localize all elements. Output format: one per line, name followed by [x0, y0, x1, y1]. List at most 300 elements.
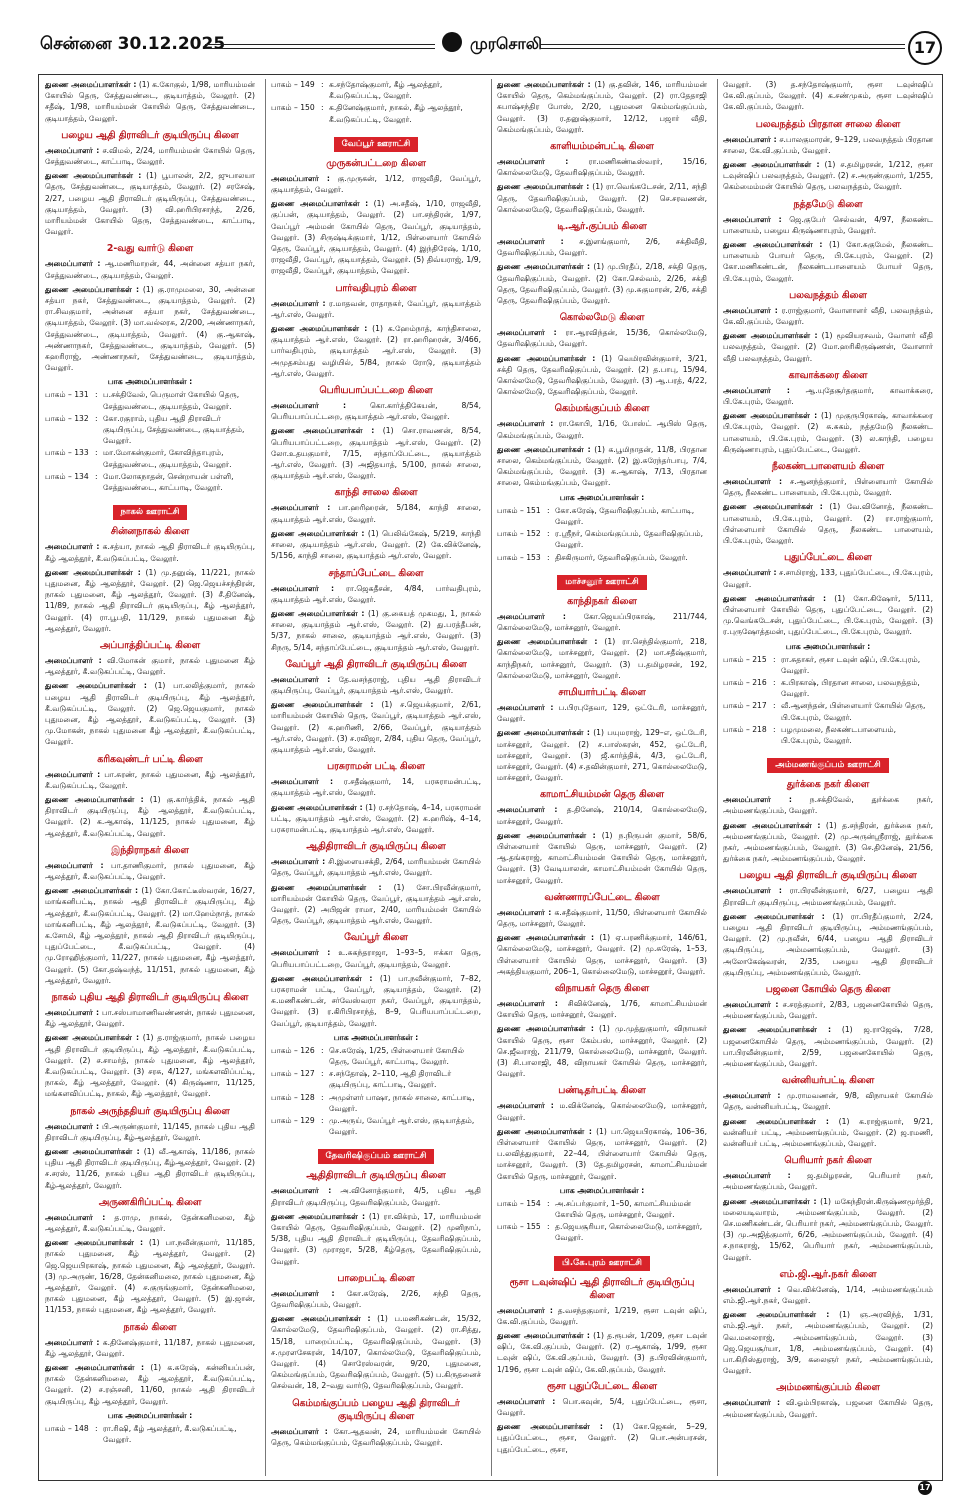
- role-label: அமைப்பாளர் :: [497, 998, 558, 1008]
- role-label: அமைப்பாளர் :: [45, 1121, 100, 1131]
- booth-person: மு.அருய், வேப்பூர் ஆர்.எஸ், குடியாத்தம், வேலூர்.: [329, 1116, 475, 1137]
- member-paragraph: அமைப்பாளர் : ர.மாதவன், ராதாநகர், வேப்பூர், குடியாத்தம் ஆர்.எஸ், வேலூர்.: [271, 298, 481, 319]
- branch-heading: முருகன்பட்டறை கிளை: [326, 157, 426, 169]
- role-label: அமைப்பாளர் :: [45, 1337, 100, 1347]
- role-label: அமைப்பாளர் :: [497, 328, 557, 338]
- branch-heading: நாகல் புதிய ஆதி திராவிடர் குடியிருப்பு கிளை: [51, 992, 249, 1003]
- booth-number: பாகம் – 149: [271, 80, 315, 89]
- section-subheading: பாக அமைப்பாளர்கள் :: [333, 1032, 419, 1042]
- member-paragraph: அமைப்பாளர் : க.தினேஷ்குமார், 11/187, நாகல் புதுமனை, கீழ் ஆலத்தூர், வேலூர்.: [45, 1337, 255, 1358]
- role-label: துணை அமைப்பாளர்கள் :: [45, 171, 142, 181]
- branch-heading: பலவநத்தம் கிளை: [789, 289, 867, 301]
- member-paragraph: துணை அமைப்பாளர்கள் : (1) ஏ.பரணிக்குமார், 146/61, கொல்லைமேடு, மாச்சனூர், வேலூர். (2) மு.சுரேஷ், 1–53, பிள்ளையார் கோயில் தெரு, மாச்சனூர், வேலூர். (3) அகத்தியகுமார், 206–1, கொல்லைமேடு, மாச்சனூர், வேலூர்.: [497, 933, 708, 976]
- booth-colon: :: [321, 80, 324, 89]
- role-label: துணை அமைப்பாளர்கள் :: [723, 820, 821, 830]
- branch-heading: புதுப்பேட்டை கிளை: [784, 552, 872, 564]
- role-label: துணை அமைப்பாளர்கள் :: [271, 1211, 366, 1221]
- member-paragraph: அமைப்பாளர் : ரா.ஆரவிந்தன், 15/36, கொல்லமேடு, தேவரிஷிகுப்பம், வேலூர்.: [497, 328, 707, 349]
- section-subheading: பாக அமைப்பாளர்கள் :: [785, 641, 871, 651]
- booth-entry: [45, 1423, 255, 1445]
- booth-person: வீ.ஆனந்தன், பிள்ளையார் கோயில் தெரு, பி.கே.புரம், வேலூர்.: [781, 701, 926, 722]
- role-label: துணை அமைப்பாளர்கள் :: [271, 426, 375, 436]
- member-paragraph: துணை அமைப்பாளர்கள் : (1) பா.நவீன்குமார், 11/185, நாகல் புதுமனை, கீழ் ஆலத்தூர், வேலூர். (2) ஜெ.ஜெயபிரகாஷ், நாகல் புதுமனை, கீழ் ஆலத்தூர், வேலூர். (3) மு.அருண், 16/28, தேன்கனிமலை, நாகல் புதுமனை, கீழ் ஆலத்தூர், வேலூர். (4) ச.குருங்குமார், தேன்கனிமலை, நாகல் புதுமனை, கீழ் ஆலத்தூர், வேலூர். (5) இ.ஜான், 11/153, நாகல் புதுமனை, கீழ் ஆலத்தூர், வேலூர்.: [45, 1238, 255, 1315]
- role-label: அமைப்பாளர் :: [723, 134, 777, 144]
- panchayat-banner-label: தேவரிஷிகுப்பம் ஊராட்சி: [318, 1149, 435, 1164]
- role-label: துணை அமைப்பாளர்கள் :: [271, 1314, 371, 1324]
- branch-heading: ஆதிதிராவிடர் குடியிருப்பு கிளை: [306, 841, 446, 853]
- role-label: துணை அமைப்பாளர்கள் :: [497, 1024, 594, 1034]
- booth-number: பாகம் – 218: [723, 724, 767, 734]
- branch-heading: கெம்மங்குப்பம் கிளை: [554, 403, 650, 415]
- branch-heading: பலவநத்தம் பிரதான சாலை கிளை: [755, 118, 901, 130]
- role-label: துணை அமைப்பாளர்கள் :: [723, 1196, 817, 1206]
- booth-number: பாகம் – 131: [45, 390, 89, 400]
- branch-heading: அருணகிரிப்பட்டி கிளை: [98, 1196, 202, 1208]
- member-paragraph: துணை அமைப்பாளர்கள் : (1) பா.ஜெயபிரகாஷ், 106–36, பிள்ளையார் கோயில் தெரு, மாச்சனூர், வேலூர். (2) ப.லவித்துகுமார், 22–44, பிள்ளையார் கோயில் தெரு, மாச்சனூர், வேலூர். (3) தே.தமிழரசன், காமாட்சியம்மன் கோயில் தெரு, மாச்சனூர், வேலூர்.: [497, 1126, 707, 1181]
- role-label: துணை அமைப்பாளர்கள் :: [271, 199, 369, 209]
- role-label: அமைப்பாளர் :: [45, 145, 100, 155]
- role-label: துணை அமைப்பாளர்கள் :: [45, 681, 147, 691]
- branch-heading: கரிகவுண்டர் பட்டி கிளை: [97, 753, 203, 765]
- role-label: துணை அமைப்பாளர்கள் :: [723, 911, 825, 921]
- branch-heading: நாகல் கிளை: [123, 1321, 177, 1333]
- member-paragraph: துணை அமைப்பாளர்கள் : (1) வீ.ஆகாஷ், 11/186, நாகல் புதிய ஆதி திராவிடர் குடியிருப்பு, கீழ்ஆலத்தூர், வேலூர். (2) ச.சரஸ், 11/26, நாகல் புதிய ஆதி திராவிடர் குடியிருப்பு, கீழ்ஆலத்தூர், வேலூர்.: [45, 1147, 255, 1190]
- column-1: [41, 79, 259, 1476]
- booth-number: பாகம் – 129: [271, 1116, 315, 1126]
- panchayat-banner-label: மாச்சனூர் ஊராட்சி: [557, 575, 647, 590]
- branch-heading: ரூசா டவுன்ஷிப் ஆதி திராவிடர் குடியிருப்பு கிளை: [509, 1276, 695, 1301]
- role-label: துணை அமைப்பாளர்கள் :: [271, 802, 363, 812]
- role-label: துணை அமைப்பாளர்கள் :: [723, 411, 818, 421]
- booth-number: பாகம் – 155: [497, 1222, 541, 1232]
- paper-name: முரசொலி: [470, 34, 542, 53]
- booth-number: பாகம் – 126: [271, 1045, 315, 1055]
- branch-heading: 2-வது வார்டு கிளை: [106, 243, 194, 255]
- booth-entry: [271, 1115, 481, 1137]
- branch-heading: காவாக்கரை கிளை: [788, 369, 868, 381]
- booth-person: ரா.சுதாகர், ரூசா டவுன் ஷிப், பி.கே.புரம், வேலூர்.: [781, 654, 921, 675]
- role-label: துணை அமைப்பாளர்கள் :: [45, 1363, 145, 1373]
- member-paragraph: துணை அமைப்பாளர்கள் : (1) ந.நிருபன் குமார், 58/6, பிள்ளையார் கோயில் தெரு, மாச்சனூர், வேலூர். (2) ஆ.தங்கராஜ், காமாட்சியம்மன் கோயில் தெரு, மாச்சனூர், வேலூர். (3) வேடியாலன், காமாட்சியம்மன் கோயில் தெரு, மாச்சனூர், வேலூர்.: [497, 830, 707, 885]
- booth-entry: [271, 102, 481, 124]
- member-paragraph: அமைப்பாளர் : மு.ராமவணன், 9/8, விநாயகர் கோயில் தெரு, வன்னியர்பட்டி, வேலூர்.: [723, 1091, 933, 1112]
- panchayat-banner-label: வேப்பூர் ஊராட்சி: [334, 137, 419, 152]
- member-paragraph: அமைப்பாளர் : பா.தாணிகுமார், நாகல் புதுமனை, கீழ் ஆலத்தூர், கீ.வடுகப்பட்டி, வேலூர்.: [45, 860, 255, 881]
- member-paragraph: அமைப்பாளர் : சி.இளையசக்தி, 2/64, மாரியம்மன் கோயில் தெரு, வேப்பூர், குடியாத்தம் ஆர்.எஸ், வேலூர்.: [271, 857, 481, 878]
- booth-number: பாகம் – 153: [497, 552, 541, 562]
- member-paragraph: அமைப்பாளர் : ச.பாலகுமாரன், 9–129, பலவநத்தம் பிரதான சாலை, கே.வி.குப்பம், வேலூர்.: [723, 134, 933, 155]
- branch-heading: பார்வதிபுரம் கிளை: [335, 282, 417, 294]
- member-paragraph: அமைப்பாளர் : ப.பிரபுதேவா, 129, ஒட்டேரி, மாச்சனூர், வேலூர்.: [497, 702, 707, 724]
- member-paragraph: அமைப்பாளர் : த.ராமு, நாகல், தேன்கனிமலை, கீழ் ஆலத்தூர், கீ.வடுகப்பட்டி, வேலூர்.: [45, 1212, 255, 1234]
- booth-person: மா.மோகன்குமார், கோவிந்தாபுரம், சேத்துவண்டை, குடியாத்தம், வேலூர்.: [103, 448, 232, 469]
- booth-number: பாகம் – 152: [497, 529, 541, 539]
- booth-colon: :: [95, 390, 98, 400]
- role-label: துணை அமைப்பாளர்கள் :: [45, 80, 137, 89]
- role-label: அமைப்பாளர் :: [271, 583, 335, 593]
- member-paragraph: துணை அமைப்பாளர்கள் : (1) முகுருபிரகாஷ், காவாக்கரை பி.கே.புரம், வேலூர். (2) சு.சுகம், நத்தமேடு நீலகண்ட பாளையம், பி.கே.புரம், வேலூர். (3) ல.காந்தி, பழைய கிருஷ்ணாபுரம், புதுப்பேட்டை, வேலூர்.: [723, 411, 933, 454]
- booth-number: பாகம் – 127: [271, 1069, 315, 1079]
- branch-heading: சின்னநாகல் கிளை: [110, 526, 190, 538]
- booth-entry: [497, 552, 707, 563]
- section-subheading: பாக அமைப்பாளர்கள் :: [559, 492, 645, 502]
- column-divider: [491, 79, 492, 1476]
- booth-entry: [723, 654, 933, 676]
- member-paragraph: துணை அமைப்பாளர்கள் : (1) மூவியரசவம், வோளர் வீதி பலவநத்தம், வேலூர். (2) மோ.ஹரிகிருஷ்ணன், வோளார் வீதி பலவநத்தம், வேலூர்.: [723, 331, 934, 363]
- role-label: துணை அமைப்பாளர்கள் :: [497, 1126, 592, 1136]
- member-paragraph: அமைப்பாளர் : ரா.ஜெகதீசன், 4/84, பார்வதிபுரம், குடியாத்தம் ஆர்.எஸ், வேலூர்.: [271, 583, 481, 604]
- booth-colon: :: [95, 1423, 98, 1433]
- role-label: துணை அமைப்பாளர்கள் :: [45, 1033, 139, 1043]
- role-label: துணை அமைப்பாளர்கள் :: [497, 444, 591, 454]
- booth-entry: [723, 700, 933, 722]
- branch-heading: வண்ணாரப்பேட்டை கிளை: [544, 891, 660, 903]
- member-paragraph: அமைப்பாளர் : பொ.கவுன், 5/4, புதுப்பேட்டை, ரூசா, வேலூர்.: [497, 1396, 707, 1418]
- member-paragraph: அமைப்பாளர் : ந.சக்திவேல், துர்க்கை நகர், அம்மணங்குப்பம், வேலூர்.: [723, 795, 933, 816]
- column-divider: [717, 79, 718, 1476]
- booth-person: ப.சக்திவேல், பெருமாள் கோயில் தெரு, சேத்துவண்டை, குடியாத்தம், வேலூர்.: [103, 390, 240, 411]
- member-paragraph: துணை அமைப்பாளர்கள் : (1) பயுமராஜ், 129–எ, ஒட்டேரி, மாச்சனூர், வேலூர். (2) ச.பாஸ்கரன், 452, ஒட்டேரி, மாச்சனூர், வேலூர். (3) ஜீ.கார்த்திக், 4/3, ஒட்டேரி, மாச்சனூர், வேலூர். (4) ச.தவின்குமார், 271, கொல்லைமேடு, மாச்சனூர், வேலூர்.: [497, 728, 707, 783]
- member-paragraph: துணை அமைப்பாளர்கள் : (1) கு.தவின், 146, மாரியம்மன் கோயில் தெரு, கெம்மங்குப்பம், வேலூர். (2) ரா.தேதாஜி சுபாஷ்சந்திர போஸ், 2/20, புதுமனை கெம்மங்குப்பம், வேலூர். (3) ர.தனுஷ்குமார், 12/12, பஜார் வீதி, கெம்மங்குப்பம், வேலூர்.: [497, 80, 707, 134]
- role-label: அமைப்பாளர் :: [271, 777, 333, 787]
- role-label: துணை அமைப்பாளர்கள் :: [723, 331, 818, 341]
- role-label: துணை அமைப்பாளர்கள் :: [271, 608, 365, 618]
- member-paragraph: துணை அமைப்பாளர்கள் : (1) ர.சந்தோஷ், 4–14, பரசுராமன் பட்டி, குடியாத்தம் ஆர்.எஸ், வேலூர். (2) சு.ஹரிஷ், 4–14, பரசுராமன்பட்டி, குடியாத்தம் ஆர்.எஸ், வேலூர்.: [271, 802, 482, 834]
- member-paragraph: துணை அமைப்பாளர்கள் : (1) பெலிவ்கேஷ், 5/219, காந்தி சாலை, குடியாத்தம் ஆர்.எஸ், வேலூர். (2) கே.விக்னேஷ், 5/156, காந்தி சாலை, குடியாத்தம் ஆர்.எஸ், வேலூர்.: [271, 528, 482, 561]
- role-label: அமைப்பாளர் :: [497, 237, 564, 247]
- member-paragraph: துணை அமைப்பாளர்கள் : (1) ப.மணிகண்டன், 15/32, கொல்லமேடு, தேவரிஷிகுப்பம், வேலூர். (2) ரா.சித்து, 15/18, பாறைப்பட்டி, தேவரிஷிகுப்பம், வேலூர். (3) ச.முரளசேகரன், 14/107, கொல்லமேடு, தேவரிஷிகுப்பம், வேலூர். (4) சொரேஸ்வரன், 9/20, புதுமனை, கெம்மங்குப்பம், தேவரிஷிகுப்பம், வேலூர். (5) ப.கிருதனைச் செல்வன், 18, 2–வது வார்டு, தேவரிஷிகுப்பம், வேலூர்.: [271, 1314, 481, 1391]
- member-paragraph: துணை அமைப்பாளர்கள் : (1) கு.கார்த்திக், நாகல் ஆதி திராவிடர் குடியிருப்பு, கீழ் ஆலத்தூர், கீ.வடுகப்பட்டி, வேலூர். (2) க.ஆகாஷ், 11/125, நாகல் புதுமனை, கீழ் ஆலத்தூர், கீ.வடுகப்பட்டி, வேலூர்.: [45, 794, 255, 838]
- member-paragraph: துணை அமைப்பாளர்கள் : (1) ச.தமிழரசன், 1/212, ரூசா டவுன்ஷிப் பலவநத்தம், வேலூர். (2) ச.அருண்குமார், 1/255, கெம்மைம்மன் கோயில் தெரு, பலவநத்தம், வேலூர்.: [723, 160, 933, 192]
- booth-person: செ.சுரேஷ், 1/25, பிள்ளையார் கோயில் தெரு, வேப்பூர், காட்பாடி, வேலூர்.: [329, 1045, 464, 1066]
- panchayat-banner: [271, 1143, 481, 1164]
- branch-heading: காந்திநகர் கிளை: [567, 595, 637, 607]
- booth-person: கோ.ரகுராம், புதிய ஆதி திராவிடர் குடியிருப்பு, சேத்துவண்டை, குடியாத்தம், வேலூர்.: [103, 413, 245, 446]
- role-label: அமைப்பாளர் :: [45, 542, 100, 552]
- role-label: அமைப்பாளர் :: [723, 795, 792, 805]
- branch-heading: பழைய ஆதி திராவிடர் குடியிருப்பு கிளை: [739, 870, 917, 882]
- panchayat-banner: [45, 499, 255, 520]
- branch-heading: டி.ஆர்.குப்பம் கிளை: [557, 221, 647, 233]
- role-label: துணை அமைப்பாளர்கள் :: [497, 728, 590, 738]
- panchayat-banner-label: பி.கே.புரம் ஊராட்சி: [554, 1256, 650, 1271]
- member-paragraph: துணை அமைப்பாளர்கள் : (1) கு.ராமுமலை, 30, அன்னை சத்யா நகர், சேத்துவண்டை, குடியாத்தம், வேலூர். (2) ரா.சிவகுமார், அன்னை சத்யா நகர், சேத்துவண்டை, குடியாத்தம், வேலூர். (3) மா.வல்லரசு, 2/200, அண்ணாநகர், சேத்துவண்டை, குடியாத்தம், வேலூர். (4) கு.ஆகாஷ், அண்ணாநகர், சேத்துவண்டை, குடியாத்தம், வேலூர். (5) சுஹரிராஜ், அண்ணாநகர், சேத்துவண்டை, குடியாத்தம், வேலூர்.: [45, 284, 256, 373]
- branch-heading: பரசுராமன் பட்டி கிளை: [327, 761, 425, 773]
- role-label: அமைப்பாளர் :: [497, 419, 554, 429]
- member-paragraph: துணை அமைப்பாளர்கள் : (1) சொ.ராவணன், 8/54, பெரியபாப்பட்டறை, குடியாத்தம் ஆர்.எஸ், வேலூர். (2) லோ.உதயகுமார், 7/15, சந்தாப்பேட்டை, குடியாத்தம் ஆர்.எஸ், வேலூர். (3) அஜிதயாத், 5/100, நாகல் சாலை, குடியாத்தம் ஆர்.எஸ், வேலூர்.: [271, 426, 482, 481]
- member-paragraph: அமைப்பாளர் : ர.சதீஷ்குமார், 14, பரசுராமன்பட்டி, குடியாத்தம் ஆர்.எஸ், வேலூர்.: [271, 777, 481, 798]
- booth-colon: :: [773, 654, 776, 664]
- booth-colon: :: [547, 552, 550, 562]
- booth-entry: [497, 1221, 707, 1243]
- role-label: அமைப்பாளர் :: [45, 655, 102, 665]
- booth-entry: [723, 677, 933, 699]
- member-paragraph: அமைப்பாளர் : ம.விக்னேஷ், கொல்லைமேடு, மாச்சனூர், வேலூர்.: [497, 1101, 707, 1122]
- column-3: [493, 79, 711, 1476]
- section-subheading: பாக அமைப்பாளர்கள் :: [559, 1185, 645, 1195]
- role-label: அமைப்பாளர் :: [723, 1398, 781, 1408]
- booth-number: பாகம் – 215: [723, 654, 767, 664]
- member-paragraph: துணை அமைப்பாளர்கள் : (1) கோ.கோட்டீஸ்வரன், 16/27, மாங்கனிபட்டி, நாகல் ஆதி திராவிடர் குடியிருப்பு, கீழ் ஆலத்தூர், கீ.வடுகப்பட்டி, வேலூர். (2) மா.ஹேம்நாத், நாகல் மாங்கனிபட்டி, கீழ் ஆலத்தூர், கீ.வடுகப்பட்டி, வேலூர். (3) க.சோமி, கீழ் ஆலத்தூர், நாகல் ஆதி திராவிடர் குடியிருப்பு, புதுப்பேட்டை, கீ.வடுகப்பட்டி, வேலூர். (4) மு.ரோஹித்குமார், 11/227, நாகல் புதுமனை, கீழ் ஆலத்தூர், வேலூர். (5) கோ.தஷ்வந்த், 11/151, நாகல் புதுமனை, கீழ் ஆலத்தூர், வேலூர்.: [45, 886, 255, 985]
- role-label: அமைப்பாளர் :: [497, 157, 569, 167]
- member-paragraph: அமைப்பாளர் : வி.ஓம்பிரகாஷ், பஜனை கோயில் தெரு, அம்மணங்குப்பம், வேலூர்.: [723, 1398, 933, 1419]
- role-label: அமைப்பாளர் :: [497, 805, 558, 815]
- role-label: அமைப்பாளர் :: [45, 769, 101, 779]
- branch-heading: விநாயகர் தெரு கிளை: [554, 982, 650, 994]
- booth-colon: :: [321, 1116, 324, 1126]
- member-paragraph: துணை அமைப்பாளர்கள் : (1) க.கோகுல், 1/98, மாரியம்மன் கோயில் தெரு, சேத்துவண்டை, குடியாத்தம், வேலூர். (2) சதீஷ், 1/98, மாரியம்மன் கோயில் தெரு, சேத்துவண்டை, குடியாத்தம், வேலூர்.: [45, 80, 255, 123]
- booth-person: திசகிருமார், தேவரிஷிகுப்பம், வேலூர்.: [555, 552, 688, 562]
- booth-entry: [271, 79, 481, 101]
- role-label: துணை அமைப்பாளர்கள் :: [45, 794, 144, 804]
- role-label: துணை அமைப்பாளர்கள் :: [723, 502, 823, 512]
- role-label: அமைப்பாளர் :: [45, 1008, 100, 1017]
- role-label: அமைப்பாளர் :: [723, 1171, 791, 1181]
- branch-heading: எம்.ஜி.ஆர்.நகர் கிளை: [779, 1268, 877, 1280]
- branch-heading: துர்க்கை நகர் கிளை: [786, 779, 870, 791]
- booth-person: பழமுமலை, நீலகண்டபாளையம், பி.கே.புரம், வேலூர்.: [781, 724, 897, 745]
- role-label: துணை அமைப்பாளர்கள் :: [271, 324, 368, 334]
- booth-person: ச.சந்தோஷ், 2–110, ஆதி திராவிடர் குடியிருப்பு, காட்பாடி, வேலூர்.: [329, 1069, 452, 1090]
- member-paragraph: அமைப்பாளர் : கு.முருகன், 1/12, ராஜவீதி, வேப்பூர், குடியாத்தம், வேலூர்.: [271, 173, 481, 195]
- branch-heading: வேப்பூர் கிளை: [344, 932, 408, 944]
- role-label: துணை அமைப்பாளர்கள் :: [271, 973, 373, 983]
- member-paragraph: அமைப்பாளர் : ச.ஆனந்த்குமார், பிள்ளையார் கோயில் தெரு, நீலகண்ட பாளையம், பி.கே.புரம், வேலூர்.: [723, 477, 933, 498]
- booth-colon: :: [773, 677, 776, 687]
- role-label: துணை அமைப்பாளர்கள் :: [497, 1331, 590, 1341]
- role-label: அமைப்பாளர் :: [723, 385, 790, 395]
- booth-person: க.தினேஷ்குமார், நாகல், கீழ் ஆலத்தூர், கீ.வடுகப்பட்டி, வேலூர்.: [329, 103, 463, 124]
- member-paragraph: அமைப்பாளர் : கொ.கார்த்திகேயன், 8/54, பெரியபாப்பட்டறை, குடியாத்தம் ஆர்.எஸ், வேலூர்.: [271, 401, 481, 422]
- role-label: அமைப்பாளர் :: [45, 259, 101, 269]
- branch-heading: பாறைபட்டி கிளை: [337, 1272, 415, 1284]
- role-label: அமைப்பாளர் :: [45, 1212, 106, 1222]
- branch-heading: வேப்பூர் ஆதி திராவிடர் குடியிருப்பு கிளை: [285, 658, 467, 670]
- panchayat-banner: [271, 131, 481, 152]
- booth-number: பாகம் – 217: [723, 701, 767, 711]
- member-paragraph: அமைப்பாளர் : பி.அருண்குமார், 11/145, நாகல் புதிய ஆதி திராவிடர் குடியிருப்பு, கீழ்ஆலத்தூர், வேலூர்.: [45, 1121, 255, 1142]
- booth-entry: [723, 724, 933, 746]
- booth-colon: :: [773, 701, 776, 711]
- role-label: துணை அமைப்பாளர்கள் :: [45, 1147, 140, 1157]
- booth-person: மோ.லோகநாதன், சென்றாயன் பள்ளி, சேத்துவண்டை, காட்பாடி, வேலூர்.: [103, 471, 234, 493]
- role-label: அமைப்பாளர் :: [271, 857, 326, 867]
- role-label: அமைப்பாளர் :: [497, 1305, 553, 1315]
- role-label: துணை அமைப்பாளர்கள் :: [497, 262, 591, 272]
- page-number-badge: 17: [908, 31, 942, 65]
- member-paragraph: துணை அமைப்பாளர்கள் : (1) மு.பிரதீப், 2/18, சக்தி தெரு, தேவரிஷிகுப்பம், வேலூர். (2) கோ.செல்வம், 2/26, சக்தி தெரு, தேவரிஷிகுப்பம், வேலூர். (3) மு.சுகுமாரன், 2/6, சக்தி தெரு, தேவரிஷிகுப்பம், வேலூர்.: [497, 262, 708, 306]
- branch-heading: நத்தமேடு கிளை: [793, 198, 863, 210]
- booth-person: கோ.சுரேஷ், தேவரிஷிகுப்பம், காட்பாடி, வேலூர்.: [555, 505, 695, 526]
- booth-entry: [497, 505, 707, 527]
- booth-number: பாகம் – 148: [45, 1423, 89, 1433]
- role-label: அமைப்பாளர் :: [723, 886, 782, 896]
- booth-person: த.ஜெயசூரியா, கொல்லைமேடு, மாச்சனூர், வேலூர்.: [555, 1222, 703, 1243]
- role-label: அமைப்பாளர் :: [497, 907, 552, 917]
- role-label: துணை அமைப்பாளர்கள் :: [497, 933, 595, 943]
- panchayat-banner: [723, 752, 933, 773]
- member-paragraph: அமைப்பாளர் : ச.சரத்குமார், 2/83, பஜனைகோயில் தெரு, அம்மணங்குப்பம், வேலூர்.: [723, 999, 933, 1021]
- panchayat-banner-label: நாகல் ஊராட்சி: [113, 505, 188, 520]
- member-paragraph: அமைப்பாளர் : ரா.கோபி, 1/16, போஸ்ட் ஆபிஸ் தெரு, கெம்மங்குப்பம், வேலூர்.: [497, 419, 707, 440]
- member-paragraph: அமைப்பாளர் : ஜெ.குபேர் செல்வன், 4/97, நீலகண்ட பாளையம், பழைய கிருஷ்ணாபுரம், வேலூர்.: [723, 214, 933, 235]
- member-paragraph: அமைப்பாளர் : ச.இளங்குமார், 2/6, சக்திவீதி, தேவரிஷிகுப்பம், வேலூர்.: [497, 237, 707, 258]
- member-paragraph: அமைப்பாளர் : சிவிக்னேஷ், 1/76, காமாட்சியம்மன் கோயில் தெரு, மாச்சனூர், வேலூர்.: [497, 998, 708, 1020]
- member-paragraph: அமைப்பாளர் : த.தினேஷ், 210/14, கொல்லைமேடு, மாச்சனூர், வேலூர்.: [497, 805, 707, 826]
- booth-person: அ.சப்பர்குமார், 1–50, காமாட்சியம்மன் கோயில் தெரு, மாச்சனூர், வேலூர்.: [555, 1198, 692, 1220]
- section-subheading: பாக அமைப்பாளர்கள் :: [107, 377, 193, 387]
- booth-number: பாகம் – 132: [45, 413, 89, 423]
- member-paragraph: துணை அமைப்பாளர்கள் : (1) க.ஹேம்நாத், காந்திசாலை, குடியாத்தம் ஆர்.எஸ், வேலூர். (2) ரா.ஹரிஹரன், 3/466, பார்வதிபுரம், குடியாத்தம் ஆர்.எஸ், வேலூர். (3) அமுதசம்பது வழியில், 5/84, நாகல் ரோடு, குடியாத்தம் ஆர்.எஸ், வேலூர்.: [271, 324, 481, 378]
- booth-entry: [271, 1068, 481, 1090]
- branch-heading: பழைய ஆதி திராவிடர் குடியிருப்பு கிளை: [61, 129, 239, 141]
- booth-entry: [271, 1092, 481, 1114]
- article-body: [38, 74, 943, 1481]
- booth-number: பாகம் – 134: [45, 471, 89, 481]
- role-label: துணை அமைப்பாளர்கள் :: [271, 528, 365, 538]
- member-paragraph: அமைப்பாளர் : உ.சுகந்தராஜா, 1–93–5, ஈக்கா தெரு, பெரியபாப்பட்டறை, வேப்பூர், குடியாத்தம், வேலூர்.: [271, 948, 481, 969]
- role-label: துணை அமைப்பாளர்கள் :: [45, 886, 139, 896]
- role-label: அமைப்பாளர் :: [723, 214, 782, 224]
- role-label: அமைப்பாளர் :: [45, 860, 104, 870]
- member-paragraph: துணை அமைப்பாளர்கள் : (1) த.ராஜ்குமார், நாகல் பழைய ஆதி திராவிடர் குடியிருப்பு, கீழ் ஆலத்தூர், கீ.வடுகப்பட்டி, வேலூர். (2) ச.சாமர்த், நாகல் புதுமனை, கீழ் ஆலத்தூர், கீ.வடுகப்பட்டி, வேலூர். (3) சரசு, 4/127, மங்களவிப்பட்டி, நாகல், கீழ் ஆலத்தூர், வேலூர். (4) கிருஷ்ணா, 11/125, மங்களவிப்பட்டி, நாகல், கீழ் ஆலத்தூர், வேலூர்.: [45, 1033, 256, 1099]
- role-label: துணை அமைப்பாளர்கள் :: [723, 240, 823, 250]
- member-paragraph: துணை அமைப்பாளர்கள் : (1) சோ.பிரவீன்குமார், மாரியம்மன் கோயில் தெரு, வேப்பூர், குடியாத்தம் ஆர்.எஸ், வேலூர். (2) அபிஜன் ராமா, 2/40, மாரியம்மன் கோயில் தெரு, வேப்பூர், குடியாத்தம் ஆர்.எஸ், வேலூர்.: [271, 882, 481, 926]
- booth-number: பாகம் – 128: [271, 1092, 315, 1102]
- column-2: [267, 79, 485, 1476]
- elephant-logo-icon: [442, 32, 462, 52]
- booth-colon: :: [95, 413, 98, 423]
- member-paragraph: அமைப்பாளர் : தே.வசந்தராஜ், புதிய ஆதி திராவிடர் குடியிருப்பு, வேப்பூர், குடியாத்தம் ஆர்.எஸ், வேலூர்.: [271, 674, 481, 695]
- booth-person: அமுள்ளர் பாஷா, நாகல் சாலை, காட்பாடி, வேலூர்.: [329, 1092, 475, 1113]
- member-paragraph: அமைப்பாளர் : பா.சுரண், நாகல் புதுமனை, கீழ் ஆலத்தூர், கீ.வடுகப்பட்டி, வேலூர்.: [45, 769, 255, 790]
- branch-heading: பண்டிதர்பட்டி கிளை: [558, 1085, 646, 1097]
- role-label: அமைப்பாளர் :: [271, 948, 331, 958]
- booth-colon: :: [547, 505, 550, 515]
- column-4: [719, 79, 937, 1476]
- member-paragraph: துணை அமைப்பாளர்கள் : (1) க.ராஜ்குமார், 9/21, வன்னியர் பட்டி, அம்மணங்குப்பம், வேலூர். (2) ஜ.ரமணி, வன்னியர் பட்டி, அம்மணங்குப்பம், வேலூர்.: [723, 1116, 934, 1149]
- header-rule-left: [205, 44, 435, 49]
- branch-heading: ரூசா புதுப்பேட்டை கிளை: [547, 1380, 657, 1392]
- member-paragraph: துணை அமைப்பாளர்கள் : (1) த.ரூபன், 1/209, ரூசா டவுன் ஷிப், கே.வி.குப்பம், வேலூர். (2) ர.ஆகாஷ், 1/99, ரூசா டவுன் ஷிப், கே.வி.குப்பம், வேலூர். (3) த.பிரவின்குமார், 1/196, ரூசா டவுன் ஷிப், கே.வி.குப்பம், வேலூர்.: [497, 1331, 707, 1374]
- booth-colon: :: [773, 724, 776, 734]
- member-paragraph: துணை அமைப்பாளர்கள் : (1) அ.சதீஷ், 1/10, ராஜவீதி, குப்பன், குடியாத்தம், வேலூர். (2) பா.சந்திரன், 1/97, வேப்பூர் அம்மன் கோயில் தெரு, வேப்பூர், குடியாத்தம், வேலூர். (3) சிருஷ்டிக்குமார், 1/12, பிள்ளையார் கோயில் தெரு, வேப்பூர், குடியாத்தம், வேலூர். (4) இந்திரேஷ், 1/10, ராஜவீதி, வேப்பூர், குடியாத்தம், வேலூர். (5) திவ்யராஜ், 1/9, ராஜவீதி, வேப்பூர், குடியாத்தம், வேலூர்.: [271, 199, 482, 276]
- booth-colon: :: [547, 1222, 550, 1232]
- member-paragraph: துணை அமைப்பாளர்கள் : (1) கு.கையத் முகமது, 1, நாகல் சாலை, குடியாத்தம் ஆர்.எஸ், வேலூர். (2) து.பரத்தீபன், 5/37, நாகல் சாலை, குடியாத்தம் ஆர்.எஸ், வேலூர். (3) சிநரு, 5/14, சந்தாப்பேட்டை, குடியாத்தம் ஆர்.எஸ், வேலூர்.: [271, 608, 481, 652]
- branch-heading: வன்னியர்பட்டி கிளை: [781, 1075, 875, 1087]
- booth-colon: :: [321, 1069, 324, 1079]
- header-rule-right: [540, 44, 905, 49]
- role-label: துணை அமைப்பாளர்கள் :: [45, 567, 141, 577]
- role-label: அமைப்பாளர் :: [271, 674, 331, 684]
- role-label: அமைப்பாளர் :: [271, 173, 330, 183]
- branch-heading: ஆதிதிராவிடர் குடியிருப்பு கிளை: [306, 1170, 446, 1182]
- member-paragraph: வேலூர். (3) த.சந்தோஷ்குமார், ரூசா டவுன்ஷிப் கே.வி.குப்பம், வேலூர். (4) க.சண்முகம், ரூசா டவுன்ஷிப் கே.வி.குப்பம், வேலூர்.: [723, 80, 933, 112]
- member-paragraph: அமைப்பாளர் : பா.ஹரிஹரன், 5/184, காந்தி சாலை, குடியாத்தம் ஆர்.எஸ், வேலூர்.: [271, 503, 481, 524]
- booth-entry: [271, 1045, 481, 1067]
- booth-entry: [45, 413, 255, 447]
- booth-person: ரா.ரிஷி, கீழ் ஆலத்தூர், கீ.வடுகப்பட்டி, வேலூர்.: [103, 1423, 237, 1445]
- branch-heading: அப்பாத்திப்பட்டி கிளை: [99, 639, 201, 651]
- role-label: துணை அமைப்பாளர்கள் :: [723, 160, 820, 170]
- member-paragraph: அமைப்பாளர் : த.வசந்தகுமார், 1/219, ரூசா டவுன் ஷிப், கே.வி.குப்பம், வேலூர்.: [497, 1305, 707, 1326]
- role-label: அமைப்பாளர் :: [497, 1396, 556, 1406]
- booth-number: பாகம் – 216: [723, 677, 767, 687]
- branch-heading: பெரியபாப்பட்டறை கிளை: [319, 385, 433, 397]
- booth-colon: :: [321, 1045, 324, 1055]
- member-paragraph: துணை அமைப்பாளர்கள் : (1) ரா.செந்தில்குமார், 218, கொல்லைமேடு, மாச்சனூர், வேலூர். (2) மா.சதீஷ்குமார், காந்திநகர், மாச்சனூர், வேலூர். (3) ப.தமிழரசன், 192, கொல்லைமேடு, மாச்சனூர், வேலூர்.: [497, 637, 707, 680]
- member-paragraph: துணை அமைப்பாளர்கள் : (1) க.பூமிநாதன், 11/8, பிரதான சாலை, கெம்மங்குப்பம், வேலூர். (2) இ.சுரேந்தர்பாபு, 7/4, கெம்மங்குப்பம், வேலூர். (3) சு.ஆகாஷ், 7/13, பிரதான சாலை, கெம்மங்குப்பம், வேலூர்.: [497, 444, 707, 488]
- booth-entry: [45, 471, 255, 493]
- role-label: அமைப்பாளர் :: [723, 477, 783, 487]
- panchayat-banner: [497, 569, 707, 590]
- branch-heading: காளியம்மன்பட்டி கிளை: [550, 141, 654, 153]
- booth-number: பாகம் – 151: [497, 505, 541, 515]
- member-paragraph: துணை அமைப்பாளர்கள் : (1) பா.நவீன்குமார், 7–82, பரசுராமன் பட்டி, வேப்பூர், குடியாத்தம், வேலூர். (2) சு.மணிகண்டன், சர்வேஸ்வரா நகர், வேப்பூர், குடியாத்தம், வேலூர். (3) ர.கிரிபிரசாந்த், 8–9, பெரியபாப்பட்டறை, வேப்பூர், குடியாத்தம், வேலூர்.: [271, 973, 482, 1028]
- booth-number: பாகம் – 150: [271, 103, 315, 113]
- member-paragraph: துணை அமைப்பாளர்கள் : (1) வே.வினோத், நீலகண்ட பாளையம், பி.கே.புரம், வேலூர். (2) ரா.ராஜ்குமார், பிள்ளையார் கோயில் தெரு, நீலகண்ட பாளையம், பி.கே.புரம், வேலூர்.: [723, 502, 933, 546]
- booth-entry: [497, 1198, 707, 1220]
- member-paragraph: அமைப்பாளர் : வெ.விக்னேஷ், 1/14, அம்மணங்குப்பம் எம்.ஜி.ஆர்.நகர், வேலூர்.: [723, 1284, 933, 1306]
- booth-colon: :: [95, 448, 98, 458]
- role-label: துணை அமைப்பாளர்கள் :: [723, 1025, 832, 1035]
- role-label: துணை அமைப்பாளர்கள் :: [45, 1238, 144, 1248]
- role-label: அமைப்பாளர் :: [497, 611, 566, 621]
- member-paragraph: துணை அமைப்பாளர்கள் : (1) பா.லலித்குமார், நாகல் பழைய ஆதி திராவிடர் குடியிருப்பு, கீழ் ஆலத்தூர், கீ.வடுகப்பட்டி, வேலூர். (2) ஜெ.ஜெயகுமார், நாகல் புதுமனை, கீழ் ஆலத்தூர், கீ.வடுகப்பட்டி, வேலூர். (3) மு.மோகன், நாகல் புதுமனை கீழ் ஆலத்தூர், கீ.வடுகப்பட்டி, வேலூர்.: [45, 681, 255, 747]
- member-paragraph: துணை அமைப்பாளர்கள் : (1) ஜ.ராஜேஷ், 7/28, பஜனைகோயில் தெரு, அம்மணங்குப்பம், வேலூர். (2) பா.பிரவீன்குமார், 2/59, பஜனைகோயில் தெரு, அம்மணங்குப்பம், வேலூர்.: [723, 1025, 933, 1068]
- member-paragraph: அமைப்பாளர் : ஆ.மணிமாறன், 44, அன்னை சத்யா நகர், சேத்துவண்டை, குடியாத்தம், வேலூர்.: [45, 259, 256, 280]
- city-date: சென்னை 30.12.2025: [40, 34, 226, 54]
- booth-entry: [45, 447, 255, 469]
- role-label: துணை அமைப்பாளர்கள் :: [497, 353, 596, 363]
- panchayat-banner: [497, 1250, 707, 1271]
- branch-heading: காமாட்சியம்மன் தெரு கிளை: [540, 789, 664, 801]
- member-paragraph: அமைப்பாளர் : ரா.பிரவீன்குமார், 6/27, பழைய ஆதி திராவிடர் குடியிருப்பு, அம்மணங்குப்பம், வேலூர்.: [723, 886, 933, 907]
- member-paragraph: துணை அமைப்பாளர்கள் : (1) க.சுரேஷ், கன்னியப்பன், நாகல் தேன்கனிமலை, கீழ் ஆலத்தூர், கீ.வடுகப்பட்டி, வேலூர். (2) ச.ரஞ்சனி, 11/60, நாகல் ஆதி திராவிடர் குடியிருப்பு, கீழ் ஆலத்தூர், வேலூர்.: [45, 1363, 255, 1406]
- member-paragraph: அமைப்பாளர் : அ.வினோத்குமார், 4/5, புதிய ஆதி திராவிடர் குடியிருப்பு, தேவரிஷிகுப்பம், வேலூர்.: [271, 1186, 481, 1207]
- branch-heading: பெரியார் நகர் கிளை: [784, 1155, 872, 1167]
- member-paragraph: அமைப்பாளர் : ஜ.தமிழரசன், பெரியார் நகர், அம்மணங்குப்பம், வேலூர்.: [723, 1171, 933, 1192]
- role-label: அமைப்பாளர் :: [271, 401, 347, 411]
- role-label: துணை அமைப்பாளர்கள் :: [497, 80, 591, 89]
- branch-heading: இந்திராநகர் கிளை: [111, 844, 189, 856]
- member-paragraph: துணை அமைப்பாளர்கள் : (1) கோ.கிஷோர், 5/111, பிள்ளையார் கோயில் தெரு, புதுப்பேட்டை, வேலூர். (2) மு.வெங்கடேசன், புதுப்பேட்டை, பி.கே.புரம், வேலூர். (3) ர.புருஷோத்தமன், புதுப்பேட்டை, பி.கே.புரம், வேலூர்.: [723, 593, 934, 637]
- member-paragraph: துணை அமைப்பாளர்கள் : (1) கோ.சுகுமேல், நீலகண்ட பாளையம் போயர் தெரு, பி.கே.புரம், வேலூர். (2) கோ.மணிகண்டன், நீலகண்டபாளையம் போயர் தெரு, பி.கே.புரம், வேலூர்.: [723, 240, 933, 283]
- member-paragraph: துணை அமைப்பாளர்கள் : (1) ஞ.அரவிந்த், 1/31, எம்.ஜி.ஆர். நகர், அம்மணங்குப்பம், வேலூர். (2) வெ.மலைராஜ், அம்மணங்குப்பம், வேலூர். (3) ஜெ.ஜெயசூர்யா, 1/8, அம்மணங்குப்பம், வேலூர். (4) பா.கிறிஸ்துராஜ், 3/9, கலைஞர் நகர், அம்மணங்குப்பம், வேலூர்.: [723, 1310, 933, 1376]
- member-paragraph: துணை அமைப்பாளர்கள் : (1) மு.தனுஷ், 11/221, நாகல் புதுமனை, கீழ் ஆலத்தூர், வேலூர். (2) ஜெ.ஜெயச்சந்திரன், நாகல் புதுமனை, கீழ் ஆலத்தூர், வேலூர். (3) சீ.தினேஷ், 11/89, நாகல் ஆதி திராவிடர் குடியிருப்பு, கீழ் ஆலத்தூர், வேலூர். (4) ரா.பூபதி, 11/129, நாகல் புதுமனை கீழ் ஆலத்தூர், வேலூர்.: [45, 567, 255, 633]
- booth-entry: [45, 389, 255, 411]
- panchayat-banner-label: அம்மணங்குப்பம் ஊராட்சி: [767, 758, 888, 773]
- branch-heading: பஜனை கோயில் தெரு கிளை: [765, 983, 891, 995]
- member-paragraph: துணை அமைப்பாளர்கள் : (1) ரா.பிரதீப்குமார், 2/24, பழைய ஆதி திராவிடர் குடியிருப்பு, அம்மணங்குப்பம், வேலூர். (2) மு.நவீன், 6/44, பழைய ஆதி திராவிடர் குடியிருப்பு, அம்மணங்குப்பம், வேலூர். (3) அலோகேஷ்வரன், 2/35, பழைய ஆதி திராவிடர் குடியிருப்பு, அம்மணங்குப்பம், வேலூர்.: [723, 911, 933, 977]
- role-label: அமைப்பாளர் :: [723, 1284, 781, 1294]
- role-label: துணை அமைப்பாளர்கள் :: [497, 182, 590, 192]
- member-paragraph: அமைப்பாளர் : கோ.சுரேஷ், 2/26, சந்தி தெரு, தேவரிஷிகுப்பம், வேலூர்.: [271, 1288, 481, 1310]
- column-divider: [265, 79, 266, 1476]
- member-paragraph: துணை அமைப்பாளர்கள் : (1) மு.முத்துகுமார், விநாயகர் கோயில் தெரு, ரூசா கேம்பஸ், மாச்சனூர், வேலூர். (2) செ.ஜீவராஜ், 211/79, கொல்லைமேடு, மாச்சனூர், வேலூர். (3) சி.பாலாஜி, 48, விநாயகர் கோயில் தெரு, மாச்சனூர், வேலூர்.: [497, 1024, 707, 1079]
- role-label: அமைப்பாளர் :: [723, 568, 777, 578]
- member-paragraph: துணை அமைப்பாளர்கள் : (1) பூபாலன், 2/2, ஜுபாலயா தெரு, சேத்துவண்டை, குடியாத்தம், வேலூர். (2) சரசேஷ், 2/27, பழைய ஆதி திராவிடர் குடியிருப்பு, சேத்துவண்டை, குடியாத்தம், வேலூர். (3) வி.ஹரிபிரசாந்த், 2/26, மாரியம்மன் கோயில் தெரு, சேத்துவண்டை, காட்பாடி, வேலூர்.: [45, 171, 255, 237]
- role-label: துணை அமைப்பாளர்கள் :: [723, 593, 827, 603]
- booth-colon: :: [321, 1092, 324, 1102]
- booth-colon: :: [547, 529, 550, 539]
- branch-heading: அம்மணங்குப்பம் கிளை: [776, 1382, 880, 1394]
- branch-heading: காந்தி சாலை கிளை: [334, 487, 418, 499]
- member-paragraph: அமைப்பாளர் : க.சத்யா, நாகல் ஆதி திராவிடர் குடியிருப்பு, கீழ் ஆலத்தூர், கீ.வடுகப்பட்டி, வேலூர்.: [45, 542, 255, 563]
- branch-heading: கெம்மங்குப்பம் பழைய ஆதி திராவிடர் குடியிருப்பு கிளை: [292, 1397, 460, 1422]
- role-label: அமைப்பாளர் :: [271, 1426, 328, 1436]
- member-paragraph: துணை அமைப்பாளர்கள் : (1) ரா.விக்ரம், 17, மாரியம்மன் கோயில் தெரு, தேவரிஷிகுப்பம், வேலூர். (2) முனிநாப், 5/38, புதிய ஆதி திராவிடர் குடியிருப்பு, தேவரிஷிகுப்பம், வேலூர். (3) முராஜா, 5/28, கீழ்தெரு, தேவரிஷிகுப்பம், வேலூர்.: [271, 1211, 481, 1266]
